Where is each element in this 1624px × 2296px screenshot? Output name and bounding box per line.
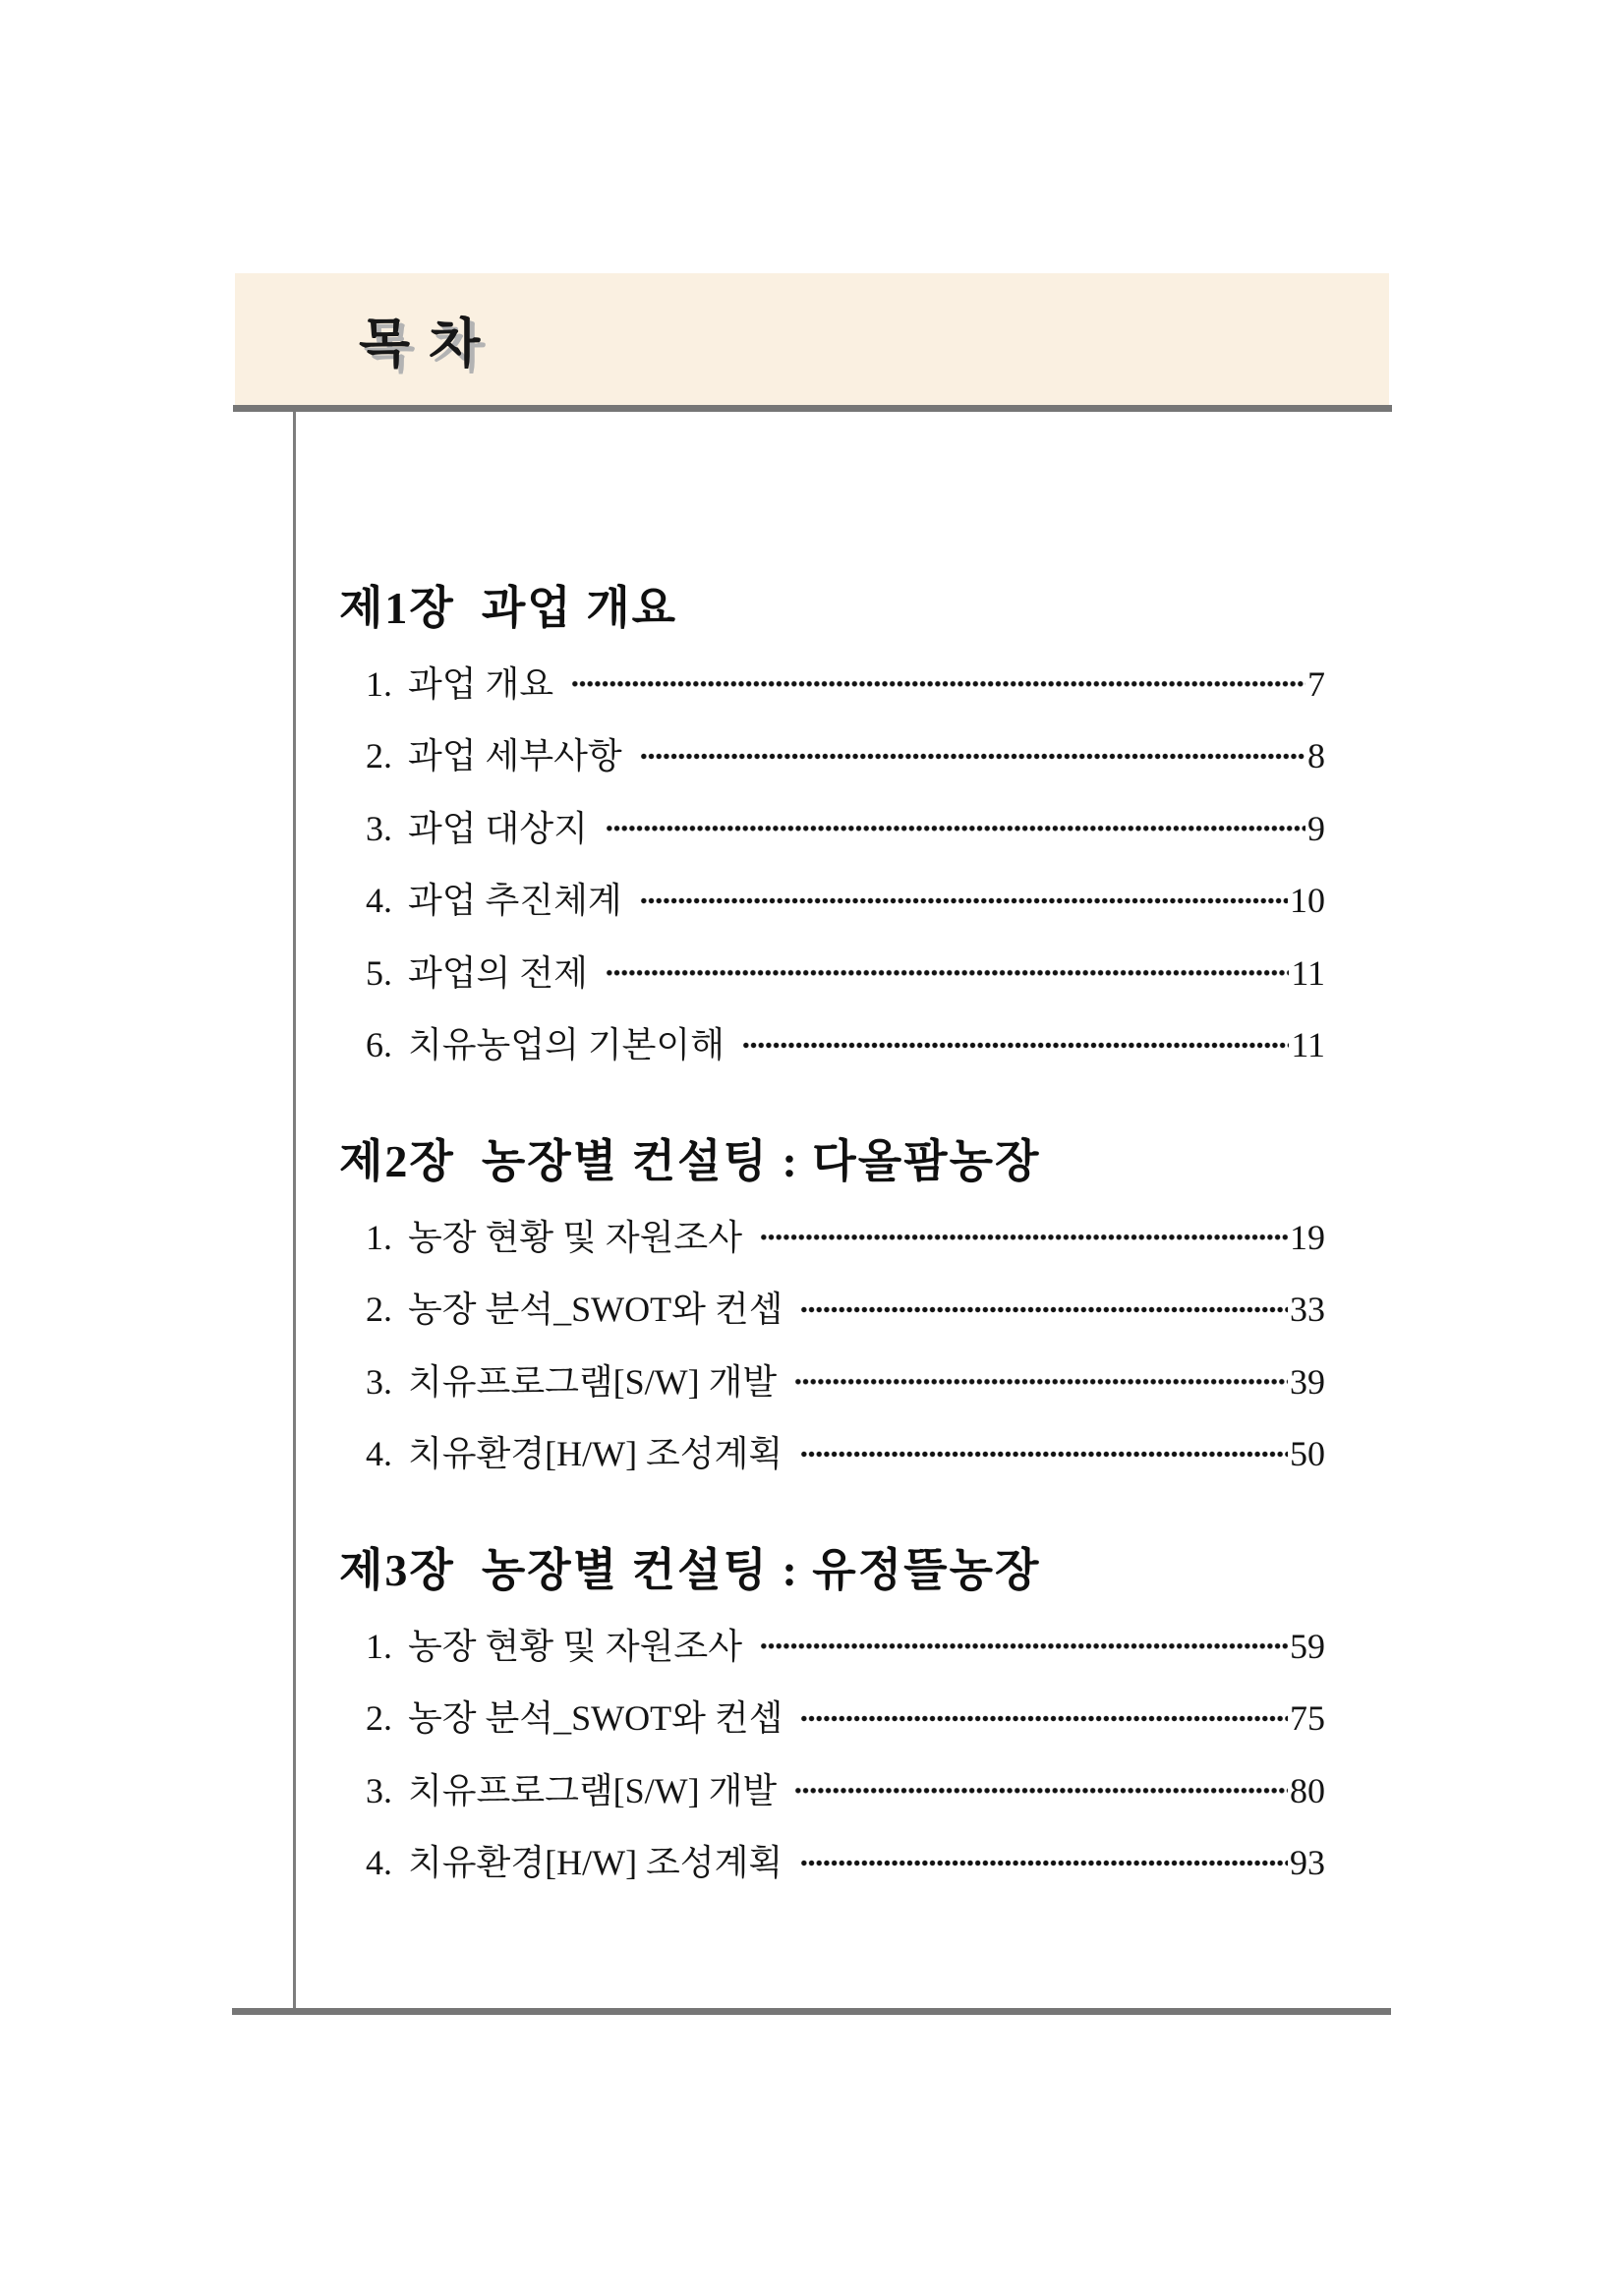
toc-entry: [339, 1274, 1325, 1347]
dotted-leader: [794, 1754, 1288, 1827]
entry-page-number: 10: [1290, 881, 1325, 921]
chapter-title: 제3장 농장별 컨설팅 : 유정뜰농장: [339, 1545, 1041, 1595]
toc-chapter: [339, 1136, 1325, 1490]
dotted-leader: [606, 937, 1289, 1009]
entry-page-number: 50: [1290, 1434, 1325, 1474]
entry-number: 4.: [366, 881, 392, 921]
dotted-leader: [742, 1009, 1289, 1082]
entry-label: 과업 개요: [408, 663, 554, 704]
entry-number: 6.: [366, 1025, 392, 1065]
entry-number: 1.: [366, 1217, 392, 1257]
toc-entry: [339, 1827, 1325, 1900]
entry-page-number: 93: [1290, 1843, 1325, 1883]
entry-page-number: 33: [1290, 1290, 1325, 1330]
entry-page-number: 7: [1307, 663, 1325, 704]
entry-page-number: 11: [1291, 952, 1325, 993]
entry-number: 2.: [366, 1698, 392, 1739]
toc-entry: [339, 1683, 1325, 1755]
toc-entry: [339, 1009, 1325, 1082]
dotted-leader: [800, 1827, 1288, 1900]
entry-label: 농장 분석_SWOT와 컨셉: [408, 1698, 783, 1739]
entry-page-number: 75: [1290, 1698, 1325, 1739]
dotted-leader: [800, 1418, 1288, 1491]
entry-label: 치유프로그램[S/W] 개발: [408, 1770, 778, 1810]
entry-page-number: 80: [1290, 1770, 1325, 1810]
entry-number: 3.: [366, 808, 392, 848]
dotted-leader: [800, 1274, 1288, 1347]
entry-page-number: 39: [1290, 1361, 1325, 1402]
dotted-leader: [794, 1346, 1288, 1418]
entry-label: 과업 세부사항: [408, 736, 622, 776]
entry-number: 2.: [366, 736, 392, 776]
entry-label: 농장 현황 및 자원조사: [408, 1217, 742, 1257]
toc-entry: [339, 792, 1325, 865]
entry-number: 2.: [366, 1290, 392, 1330]
dotted-leader: [640, 865, 1288, 938]
toc-entry: [339, 648, 1325, 720]
header-band: [235, 273, 1389, 405]
toc-entry: [339, 937, 1325, 1009]
page-title: 목 차: [359, 314, 483, 373]
entry-number: 4.: [366, 1434, 392, 1474]
entry-label: 치유프로그램[S/W] 개발: [408, 1361, 778, 1402]
top-rule: [233, 405, 1392, 412]
entry-number: 1.: [366, 663, 392, 704]
chapter-title: 제1장 과업 개요: [339, 583, 678, 633]
entry-page-number: 59: [1290, 1626, 1325, 1666]
entry-label: 농장 분석_SWOT와 컨셉: [408, 1290, 783, 1330]
entry-page-number: 8: [1307, 736, 1325, 776]
dotted-leader: [760, 1201, 1288, 1274]
entry-number: 3.: [366, 1770, 392, 1810]
chapter-title: 제2장 농장별 컨설팅 : 다올팜농장: [339, 1136, 1041, 1186]
entry-number: 1.: [366, 1626, 392, 1666]
entry-number: 4.: [366, 1843, 392, 1883]
dotted-leader: [571, 648, 1305, 720]
entry-label: 과업의 전제: [408, 952, 588, 993]
toc-entry: [339, 1201, 1325, 1274]
toc-chapter: [339, 1545, 1325, 1899]
toc-entry: [339, 1610, 1325, 1683]
toc-entry: [339, 720, 1325, 793]
toc: [339, 583, 1325, 1954]
dotted-leader: [760, 1610, 1288, 1683]
entry-page-number: 11: [1291, 1025, 1325, 1065]
toc-entry: [339, 1346, 1325, 1418]
toc-chapter: [339, 583, 1325, 1081]
entry-label: 과업 추진체계: [408, 881, 622, 921]
dotted-leader: [606, 792, 1305, 865]
toc-entry: [339, 1754, 1325, 1827]
entry-label: 농장 현황 및 자원조사: [408, 1626, 742, 1666]
entry-page-number: 19: [1290, 1217, 1325, 1257]
toc-entry: [339, 865, 1325, 938]
entry-page-number: 9: [1307, 808, 1325, 848]
entry-number: 3.: [366, 1361, 392, 1402]
entry-number: 5.: [366, 952, 392, 993]
entry-label: 치유환경[H/W] 조성계획: [408, 1434, 783, 1474]
dotted-leader: [800, 1683, 1288, 1755]
entry-label: 과업 대상지: [408, 808, 588, 848]
bottom-rule: [232, 2008, 1391, 2015]
entry-label: 치유환경[H/W] 조성계획: [408, 1843, 783, 1883]
dotted-leader: [640, 720, 1305, 793]
left-vertical-rule: [293, 412, 296, 2008]
toc-entry: [339, 1418, 1325, 1491]
entry-label: 치유농업의 기본이해: [408, 1025, 725, 1065]
